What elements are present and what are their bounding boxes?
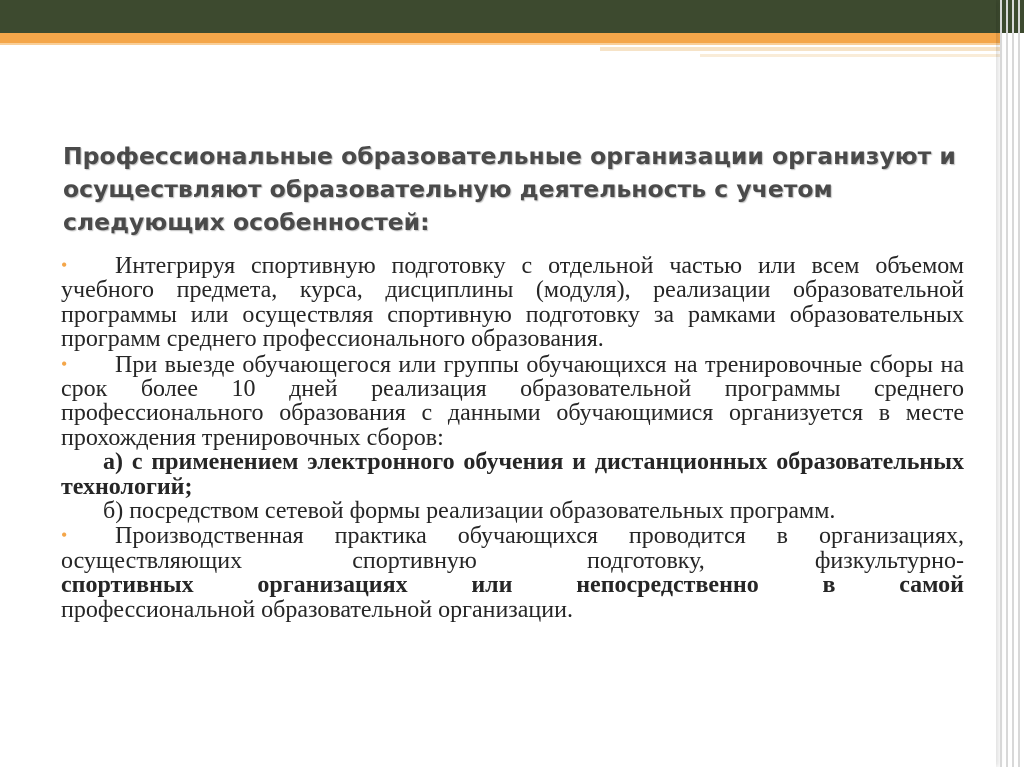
bullet-icon: • [61,525,68,546]
bullet-icon: • [61,255,68,275]
list-item [61,523,964,573]
slide-body [61,253,964,622]
edge-stripe [1006,0,1008,767]
list-item-text: При выезде обучающегося или группы обучающихся на тренировочные сборы на срок более 10 дней реализация образовательной программы среднего профессионального образования с данными обучающимися организуется в месте прохождения тренировочных сборов: [61,351,964,451]
list-item [61,352,964,451]
header-bar [0,0,1024,33]
slide-title: Профессиональные образовательные организации организуют и осуществляют образовательную деятельность с учетом следующих особенностей: [63,142,956,236]
sub-item: б) посредством сетевой формы реализации образовательных программ. [103,498,836,525]
bullet-icon: • [61,353,68,374]
list-item-continuation: профессиональной образовательной организации. [61,596,573,623]
list-item-text: Производственная практика обучающихся проводится в организациях, осуществляющих спортивную подготовку, физкультурно- [61,523,964,574]
edge-stripe [1000,0,1002,767]
page-edge [996,0,1024,767]
edge-stripe [1012,0,1014,767]
edge-stripe [1018,0,1020,767]
decorative-line [600,47,1000,51]
list-item-text: Интегрируя спортивную подготовку с отдельной частью или всем объемом учебного предмета, курса, дисциплины (модуля), реализации образовательной программы или осуществляя спортивную подготовку за рамками образовательных программ среднего профессионального образования. [61,253,964,353]
list-item-continuation: спортивных организациях или непосредственно в самой [61,572,964,599]
header-accent-line [0,43,1000,45]
list-item [61,253,964,352]
header-accent-stripe [0,33,1000,43]
decorative-line [700,54,1000,57]
sub-item: а) с применением электронного обучения и дистанционных образовательных технологий; [61,449,964,500]
